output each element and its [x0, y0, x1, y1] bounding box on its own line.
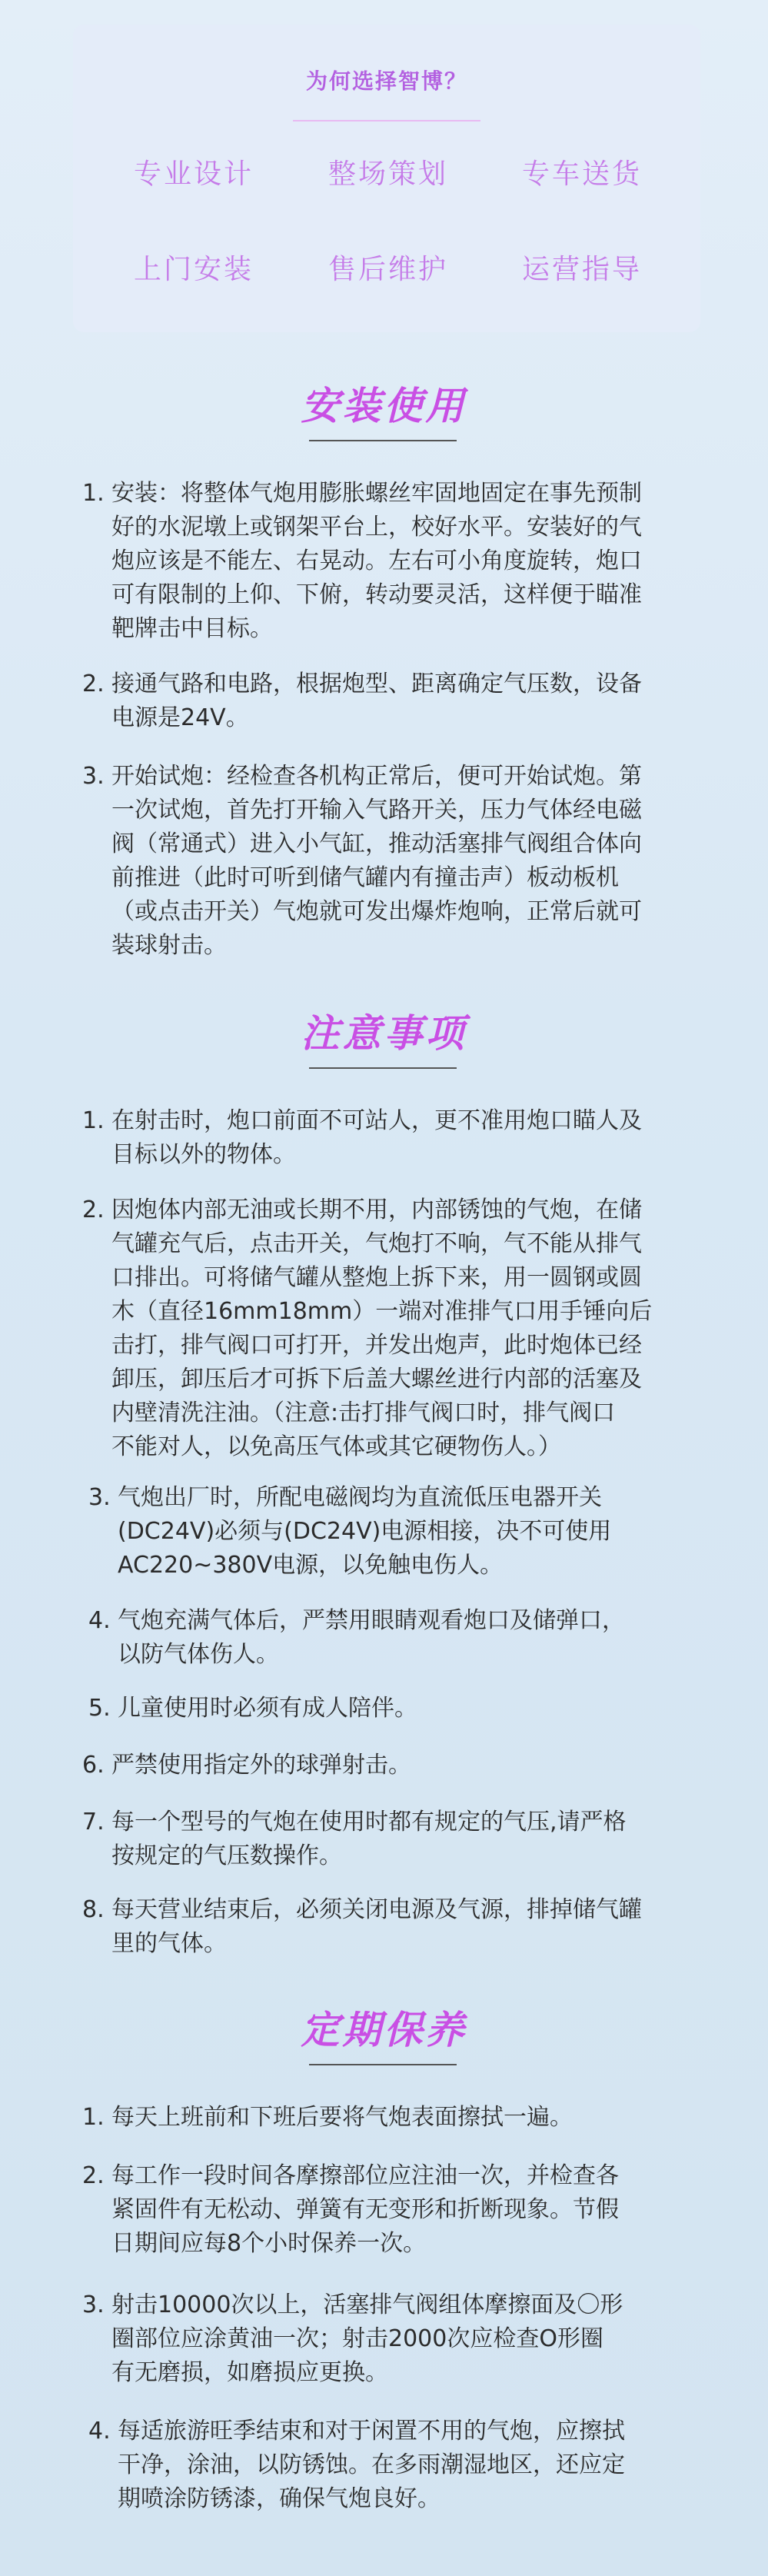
feature-item: 专业设计	[133, 158, 254, 190]
list-text: 每天上班前和下班后要将气炮表面擦拭一遍。	[111, 2104, 573, 2131]
list-number: 7.	[82, 1809, 105, 1835]
list-item	[82, 667, 697, 737]
section-title-maintenance: 定期保养	[301, 2008, 467, 2052]
title-divider	[293, 120, 480, 121]
feature-item: 运营指导	[521, 254, 642, 285]
list-text: 每适旅游旺季结束和对于闲置不用的气炮，应擦拭 干净，涂油，以防锈蚀。在多雨潮湿地区，还应定 期喷涂防锈漆，确保气炮良好。	[118, 2418, 625, 2512]
list-item	[82, 1893, 697, 1962]
list-item	[82, 1104, 697, 1173]
list-number: 4.	[88, 1607, 111, 1634]
list-number: 2.	[82, 2162, 105, 2189]
list-number: 6.	[82, 1752, 105, 1779]
list-item	[82, 2288, 697, 2396]
list-item	[88, 2415, 703, 2522]
feature-item: 上门安装	[133, 254, 254, 285]
list-item	[88, 1692, 703, 1727]
list-text: 开始试炮：经检查各机构正常后，便可开始试炮。第 一次试炮，首先打开输入气路开关，压力气体经电磁 阀（常通式）进入小气缸，推动活塞排气阀组合体向 前推进（此时可听到储气罐内有撞击声）板动板机 （或点击开关）气炮就可发出爆炸炮响，正常后就可 装球射击。	[111, 763, 642, 959]
list-number: 1.	[82, 480, 105, 507]
list-text: 因炮体内部无油或长期不用，内部锈蚀的气炮，在储 气罐充气后，点击开关，气炮打不响，气不能从排气 口排出。可将储气罐从整炮上拆下来，用一圆钢或圆 木（直径16mm18mm）一端对准排气口用手锤向后 击打，排气阀口可打开，并发出炮声，此时炮体已经 卸压，卸压后才可拆下后盖大螺丝进行内部的活塞及 内壁清洗注油。（注意:击打排气阀口时，排气阀口 不能对人，以免高压气体或其它硬物伤人。）	[111, 1196, 653, 1460]
list-text: 射击10000次以上，活塞排气阀组体摩擦面及〇形 圈部位应涂黄油一次；射击2000次应检查O形圈 有无磨损，如磨损应更换。	[111, 2291, 623, 2386]
list-text: 每一个型号的气炮在使用时都有规定的气压,请严格 按规定的气压数操作。	[111, 1809, 627, 1869]
list-item	[82, 1193, 697, 1470]
section-title-notes: 注意事项	[301, 1011, 467, 1056]
list-number: 2.	[82, 1196, 105, 1223]
list-item	[82, 2159, 697, 2267]
feature-item: 售后维护	[327, 254, 448, 285]
list-number: 3.	[88, 1484, 111, 1511]
why-choose-title: 为何选择智博？	[305, 68, 467, 94]
list-text: 严禁使用指定外的球弹射击。	[111, 1752, 411, 1779]
list-text: 气炮充满气体后，严禁用眼睛观看炮口及储弹口， 以防气体伤人。	[118, 1607, 625, 1668]
list-text: 每工作一段时间各摩擦部位应注油一次，并检查各 紧固件有无松动、弹簧有无变形和折断现象。节假 日期间应每8个小时保养一次。	[111, 2162, 619, 2257]
list-text: 儿童使用时必须有成人陪伴。	[118, 1695, 417, 1722]
list-item	[82, 1806, 697, 1875]
list-item	[88, 1604, 703, 1673]
section-divider	[309, 1067, 457, 1069]
list-number: 8.	[82, 1896, 105, 1923]
list-number: 3.	[82, 763, 105, 790]
list-number: 2.	[82, 671, 105, 697]
list-text: 气炮出厂时，所配电磁阀均为直流低压电器开关 (DC24V)必须与(DC24V)电源相接，决不可使用 AC220~380V电源，以免触电伤人。	[118, 1484, 612, 1579]
list-item	[82, 760, 697, 967]
list-item	[82, 1749, 697, 1784]
list-text: 每天营业结束后，必须关闭电源及气源，排掉储气罐 里的气体。	[111, 1896, 642, 1957]
feature-item: 整场策划	[327, 158, 448, 190]
list-number: 5.	[88, 1695, 111, 1722]
list-item	[82, 477, 697, 654]
list-number: 1.	[82, 1107, 105, 1134]
list-item	[82, 2101, 697, 2136]
section-title-install: 安装使用	[301, 384, 467, 428]
list-item	[88, 1481, 703, 1589]
list-number: 1.	[82, 2104, 105, 2131]
list-number: 3.	[82, 2291, 105, 2318]
why-choose-card	[73, 25, 700, 332]
list-number: 4.	[88, 2418, 111, 2445]
feature-item: 专车送货	[521, 158, 642, 190]
section-divider	[309, 440, 457, 441]
list-text: 在射击时，炮口前面不可站人，更不准用炮口瞄人及 目标以外的物体。	[111, 1107, 642, 1168]
list-text: 接通气路和电路，根据炮型、距离确定气压数，设备 电源是24V。	[111, 671, 642, 731]
list-text: 安装：将整体气炮用膨胀螺丝牢固地固定在事先预制 好的水泥墩上或钢架平台上，校好水平。安装好的气 炮应该是不能左、右晃动。左右可小角度旋转，炮口 可有限制的上仰、下俯，转动要灵活，这样便于瞄准 靶牌击中目标。	[111, 480, 642, 642]
section-divider	[309, 2064, 457, 2065]
